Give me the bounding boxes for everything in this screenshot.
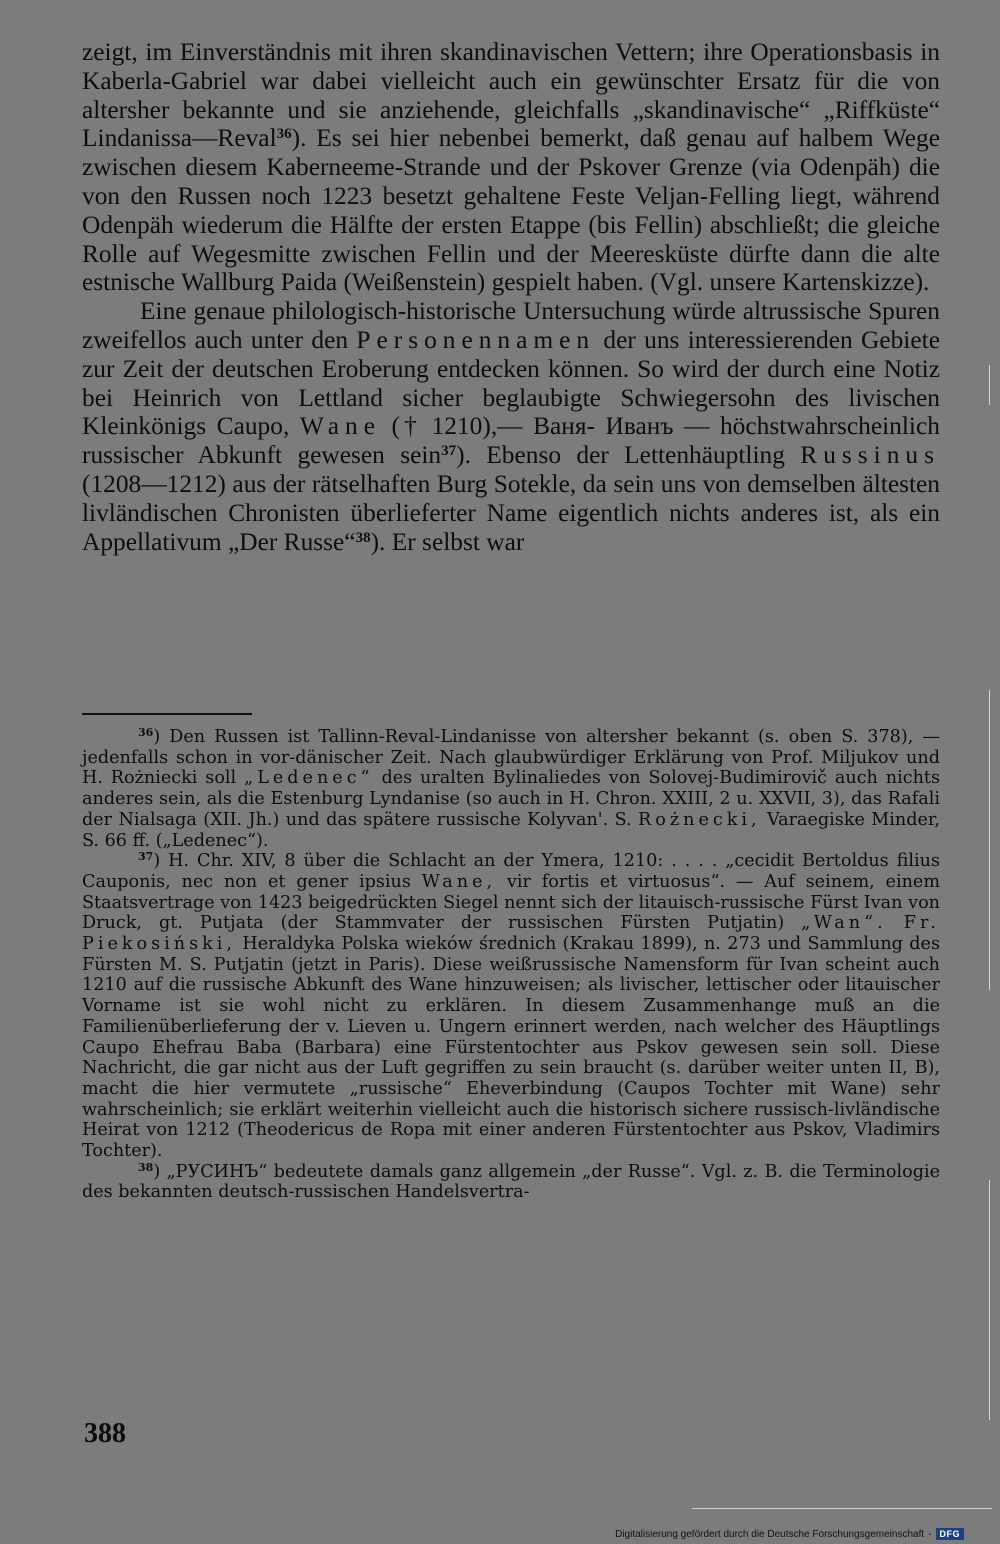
spaced-term-personennamen: Personennamen: [356, 325, 596, 354]
p1-text-b: ). Es sei hier nebenbei bemerkt, daß genau auf halbem Wege zwischen diesem Kaberneeme-Strande und der Pskover Grenze (via Odenpäh) die von den Russen noch 1223 besetzt gehaltene Feste Veljan-Felling liegt, während Odenpäh wiederum die Hälfte der ersten Etappe (bis Fellin) abschließt; die gleiche Rolle auf Wegesmitte zwischen Fellin und der Meeresküste dürfte dann die alte estnische Wallburg Paida (Weißenstein) gespielt haben. (Vgl. unsere Kartenskizze).: [82, 124, 940, 297]
spaced-term-russinus: Russinus: [800, 441, 940, 470]
footnote-text: ) Den Russen ist Tallinn-Reval-Lindanisse von altersher bekannt (s. oben S. 378), — jedenfalls schon in vor-dänischer Zeit. Nach glaubwürdiger Erklärung von Prof. Miljukov und H. Rożniecki soll: [82, 727, 940, 789]
p2-text-f: ). Er selbst war: [370, 527, 525, 556]
p2-text-c: († 1210),— Ваня- Иванъ — höchstwahrscheinlich russischer Abkunft gewesen sein: [82, 412, 940, 470]
footnote-38: [82, 1162, 940, 1203]
p2-text-d: ). Ebenso der Lettenhäuptling: [456, 441, 785, 470]
footnote-36: [82, 727, 940, 851]
spaced-author-roznecki: Rożnecki,: [638, 809, 761, 830]
footnote-text: Heraldyka Polska wieków średnich (Krakau 1899), n. 273 und Sammlung des Fürsten M. S. Putjatin (jetzt in Paris). Diese weißrussische Namensform für Ivan scheint auch 1210 auf die russische Abkunft des Wane hinzuweisen; als livischer, lettischer oder litauischer Vorname ist sie wohl nicht zu erklären. In diesem Zusammenhange muß an die Familienüberlieferung der v. Lieven u. Ungern erinnert werden, nach welcher des Häuptlings Caupo Ehefrau Baba (Barbara) eine Fürstentochter aus Pskov gewesen sein soll. Diese Nachricht, die gar nicht aus der Luft gegriffen zu sein braucht (s. darüber weiter unten II, B), macht die hier vermutete „russische“ Eheverbindung (Caupos Tochter mit Wane) sehr wahrscheinlich; sie erklärt weiterhin vielleicht auch die historisch sichere russisch-livländische Heirat von 1212 (Theodericus de Ropa mit einer anderen Fürstentochter aus Pskov, Vladimirs Tochter).: [82, 934, 940, 1162]
scan-edge-line: [989, 690, 990, 990]
footnote-text: Varaegiske Minder, S. 66 ff. („Ledenec“).: [82, 809, 941, 851]
p2-text-a: Eine genaue philologisch-historische Untersuchung würde altrussische Spuren zweifellos auch unter den: [82, 297, 940, 354]
footnote-ref-38: 38: [355, 529, 371, 546]
main-text: [82, 38, 940, 556]
spaced-term-ledenec: „Ledenec“: [244, 768, 374, 789]
footnote-ref-37: 37: [441, 443, 457, 460]
spaced-term-wan: „Wan“.: [801, 913, 887, 934]
footnote-37: [82, 851, 940, 1162]
p2-text-b: der uns interessierenden Gebiete zur Zeit der deutschen Eroberung entdecken können. So wird der durch eine Notiz bei Heinrich von Lettland sicher beglaubigte Schwiegersohn des livischen Kleinkönigs Caupo,: [82, 325, 940, 441]
spaced-term-wane: Wane,: [421, 871, 497, 892]
spaced-term-wane: Wane: [299, 412, 381, 441]
footnote-number: 36: [138, 726, 154, 739]
credit-dash: -: [928, 1528, 932, 1540]
footnote-text: ) H. Chr. XIV, 8 über die Schlacht an der Ymera, 1210: . . . . „cecidit Bertoldus filius Cauponis, nec non et gener ipsius: [82, 851, 940, 892]
footnote-text: vir fortis et virtuosus“. — Auf seinem, einem Staatsvertrage von 1423 beigedrückten Siegel nennt sich der litauisch-russische Fürst Ivan von Druck, gt. Putjata (der Stammvater der russischen Fürsten Putjatin): [82, 871, 941, 934]
footnote-text: ) „РУСИНЪ“ bedeutete damals ganz allgemein „der Russe“. Vgl. z. B. die Terminologie des bekannten deutsch-russischen Handelsvertra-: [82, 1161, 940, 1203]
footnote-text: des uralten Bylinaliedes von Solovej-Budimirovič auch nichts anderes sein, als die Estenburg Lyndanise (so auch in H. Chron. XXIII, 2 u. XXVII, 3), das Rafali der Nialsaga (XII. Jh.) und das spätere russische Kolyvan'. S.: [82, 768, 941, 830]
p2-text-e: (1208—1212) aus der rätselhaften Burg Sotekle, da sein uns von demselben ältesten livländischen Chronisten überlieferter Name eigentlich nichts anderes ist, als ein Appellativum „Der Russe“: [82, 469, 940, 556]
spaced-author-piekosinski: Fr. Piekosiński,: [82, 913, 941, 955]
paragraph-1: [82, 38, 940, 297]
footnote-divider: [82, 713, 252, 715]
footnotes: [82, 727, 940, 1203]
footnote-number: 37: [138, 850, 154, 864]
page-number: 388: [84, 1418, 126, 1449]
paragraph-2: [82, 297, 940, 556]
footnote-ref-36: 36: [276, 126, 292, 143]
scan-edge-line: [989, 365, 990, 405]
digitization-credit: [615, 1527, 964, 1541]
credit-text: Digitalisierung gefördert durch die Deutsche Forschungsgemeinschaft: [615, 1528, 925, 1540]
footnote-number: 38: [138, 1160, 154, 1174]
dfg-logo: DFG: [936, 1528, 965, 1540]
p1-text-a: zeigt, im Einverständnis mit ihren skandinavischen Vettern; ihre Operationsbasis in Kaberla-Gabriel war dabei vielleicht auch ein gewünschter Ersatz für die von altersher bekannte und sie anziehende, gleichfalls „skandinavische“ „Riffküste“ Lindanissa—Reval: [82, 38, 940, 153]
footer-separator: [692, 1508, 992, 1509]
scan-edge-line: [989, 1180, 990, 1420]
